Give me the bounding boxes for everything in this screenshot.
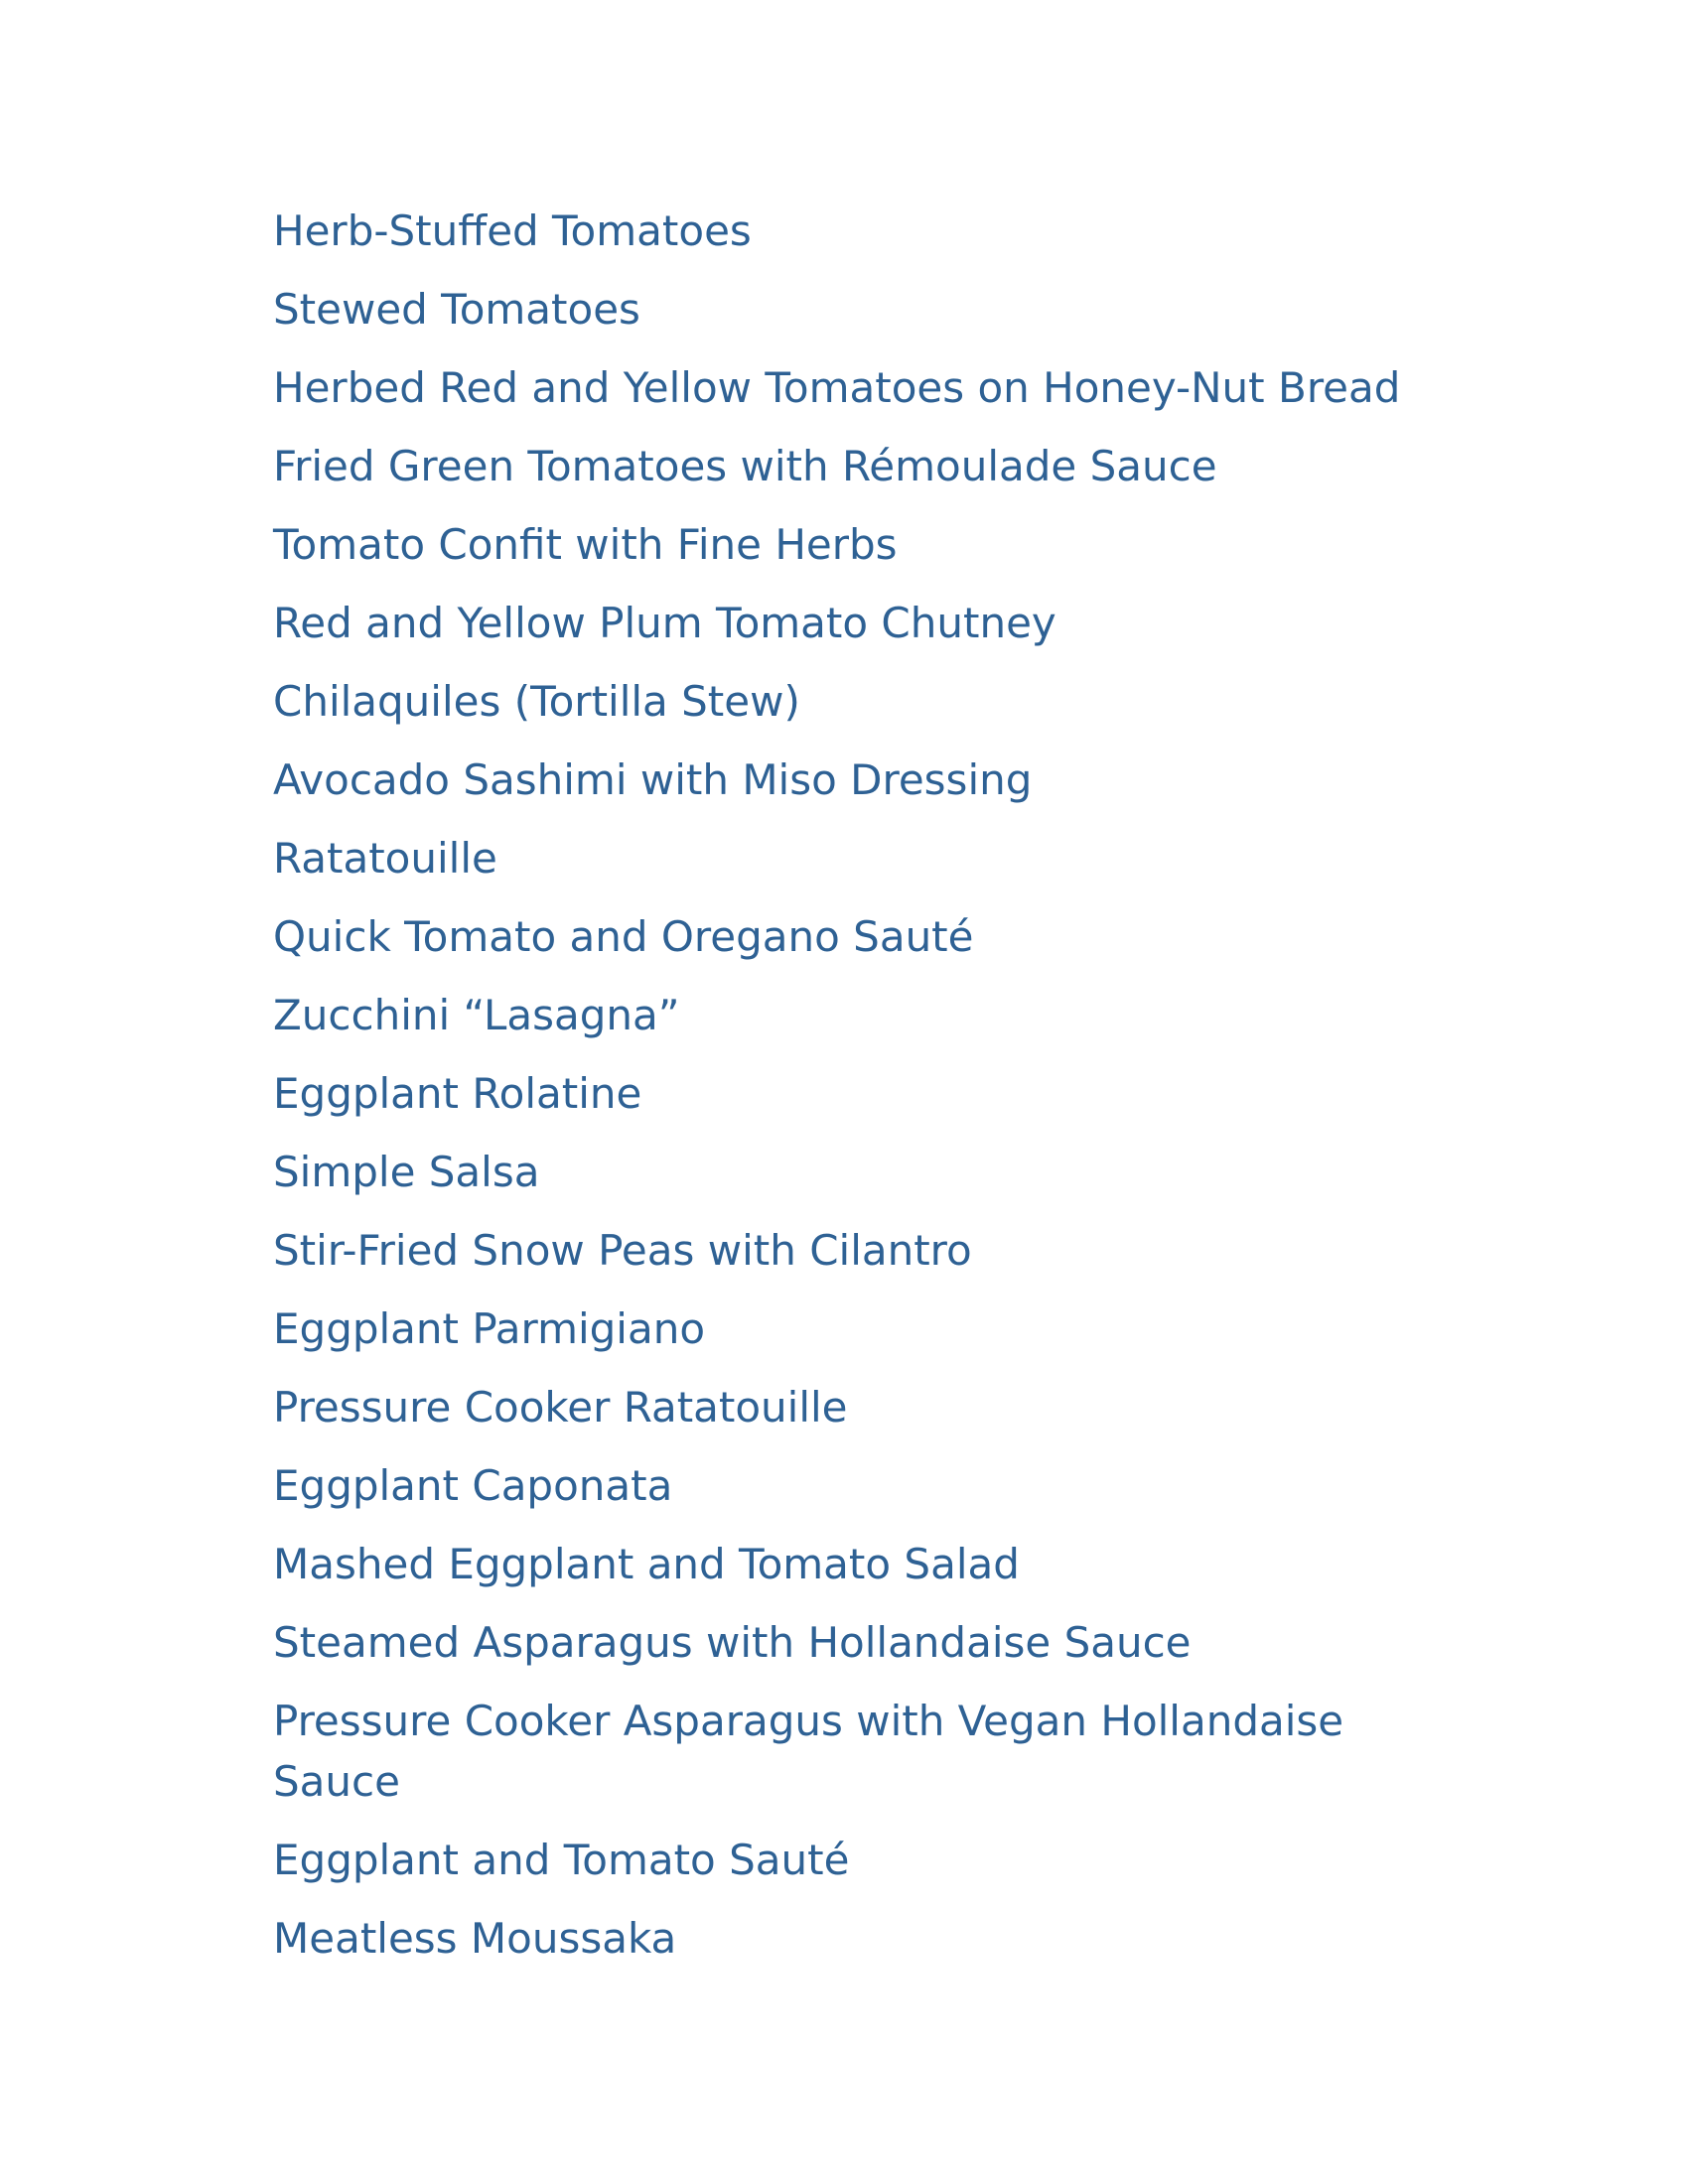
list-item bbox=[273, 1063, 1425, 1124]
recipe-link-herb-stuffed-tomatoes[interactable]: Herb-Stuffed Tomatoes bbox=[273, 206, 752, 255]
list-item bbox=[273, 593, 1425, 653]
recipe-link-eggplant-caponata[interactable]: Eggplant Caponata bbox=[273, 1461, 673, 1510]
list-item bbox=[273, 1298, 1425, 1359]
recipe-link-simple-salsa[interactable]: Simple Salsa bbox=[273, 1148, 540, 1196]
list-item bbox=[273, 279, 1425, 340]
list-item bbox=[273, 1220, 1425, 1281]
recipe-link-pressure-cooker-asparagus[interactable]: Pressure Cooker Asparagus with Vegan Hollandaise Sauce bbox=[273, 1697, 1344, 1806]
list-item bbox=[273, 1908, 1425, 1969]
recipe-link-list bbox=[273, 201, 1425, 1986]
list-item bbox=[273, 1455, 1425, 1516]
list-item bbox=[273, 906, 1425, 967]
recipe-link-mashed-eggplant-salad[interactable]: Mashed Eggplant and Tomato Salad bbox=[273, 1540, 1020, 1588]
list-item bbox=[273, 1612, 1425, 1673]
list-item bbox=[273, 985, 1425, 1045]
list-item bbox=[273, 357, 1425, 418]
recipe-link-avocado-sashimi[interactable]: Avocado Sashimi with Miso Dressing bbox=[273, 755, 1033, 804]
list-item bbox=[273, 514, 1425, 575]
recipe-link-tomato-oregano-saute[interactable]: Quick Tomato and Oregano Sauté bbox=[273, 912, 974, 961]
recipe-link-meatless-moussaka[interactable]: Meatless Moussaka bbox=[273, 1914, 677, 1963]
recipe-link-steamed-asparagus[interactable]: Steamed Asparagus with Hollandaise Sauce bbox=[273, 1618, 1192, 1667]
list-item bbox=[273, 828, 1425, 888]
recipe-link-eggplant-parmigiano[interactable]: Eggplant Parmigiano bbox=[273, 1304, 706, 1353]
recipe-link-plum-tomato-chutney[interactable]: Red and Yellow Plum Tomato Chutney bbox=[273, 599, 1056, 647]
list-item bbox=[273, 671, 1425, 732]
recipe-link-herbed-red-yellow-tomatoes[interactable]: Herbed Red and Yellow Tomatoes on Honey-Nut Bread bbox=[273, 363, 1401, 412]
list-item bbox=[273, 1830, 1425, 1890]
recipe-link-tomato-confit[interactable]: Tomato Confit with Fine Herbs bbox=[273, 520, 898, 569]
list-item bbox=[273, 1691, 1425, 1812]
recipe-link-zucchini-lasagna[interactable]: Zucchini “Lasagna” bbox=[273, 991, 680, 1039]
recipe-link-chilaquiles[interactable]: Chilaquiles (Tortilla Stew) bbox=[273, 677, 800, 726]
list-item bbox=[273, 1534, 1425, 1594]
list-item bbox=[273, 750, 1425, 810]
list-item bbox=[273, 201, 1425, 261]
recipe-link-pressure-cooker-ratatouille[interactable]: Pressure Cooker Ratatouille bbox=[273, 1383, 848, 1432]
recipe-link-stewed-tomatoes[interactable]: Stewed Tomatoes bbox=[273, 285, 640, 334]
list-item bbox=[273, 1142, 1425, 1202]
recipe-link-stir-fried-snow-peas[interactable]: Stir-Fried Snow Peas with Cilantro bbox=[273, 1226, 972, 1275]
recipe-link-eggplant-rolatine[interactable]: Eggplant Rolatine bbox=[273, 1069, 642, 1118]
list-item bbox=[273, 436, 1425, 496]
recipe-link-eggplant-tomato-saute[interactable]: Eggplant and Tomato Sauté bbox=[273, 1836, 850, 1884]
recipe-link-fried-green-tomatoes[interactable]: Fried Green Tomatoes with Rémoulade Sauce bbox=[273, 442, 1217, 490]
list-item bbox=[273, 1377, 1425, 1437]
recipe-link-ratatouille[interactable]: Ratatouille bbox=[273, 834, 497, 883]
